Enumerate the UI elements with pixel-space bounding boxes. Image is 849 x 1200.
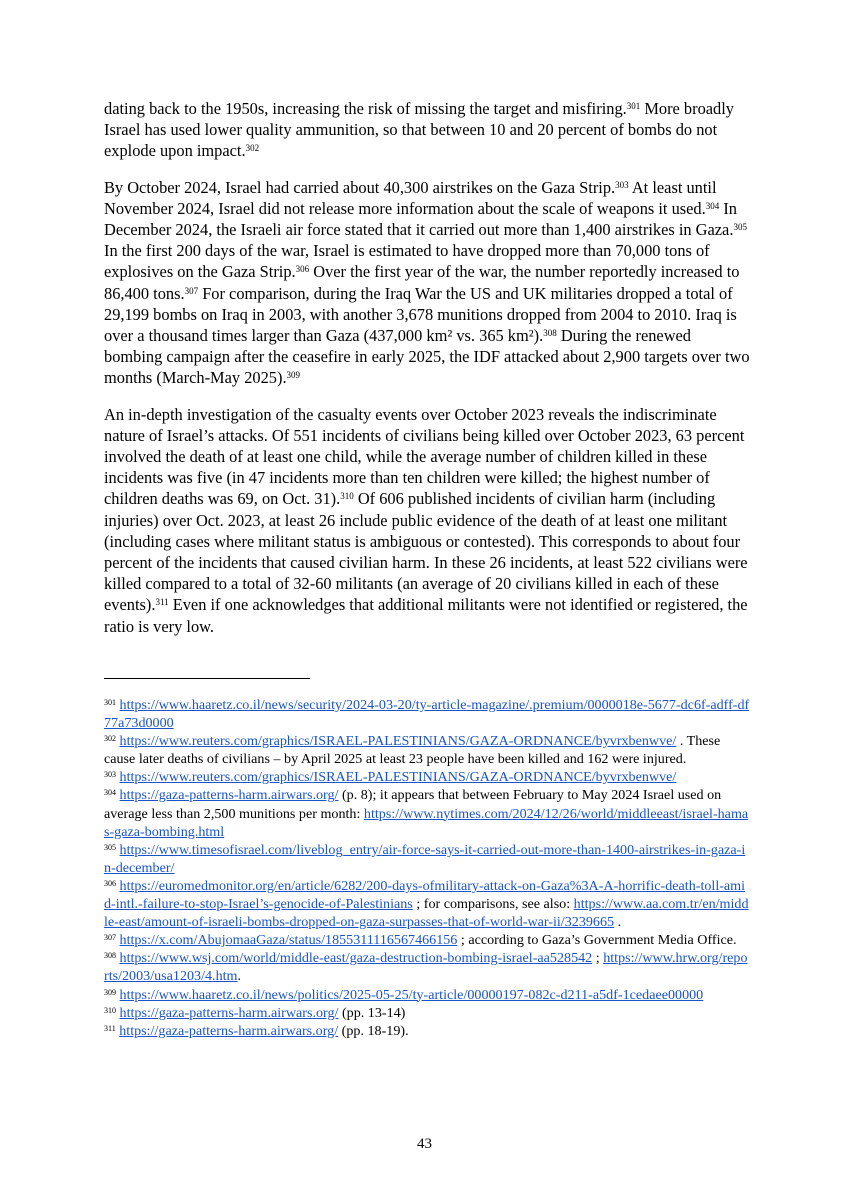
url-link[interactable]: https://www.aa.com.tr/en/middle-east/amount-of-israeli-bombs-dropped-on-gaza-surpasses-that-of-world-war-ii/3239665 — [104, 896, 749, 931]
text-run: ; according to Gaza’s Government Media Office. — [457, 932, 737, 949]
text-run: Over the first year of the war, the number reportedly increased to 86,400 tons. — [104, 262, 740, 303]
footnote-number: 301 — [104, 698, 116, 707]
text-run: For comparison, during the Iraq War the US and UK militaries dropped a total of 29,199 bombs on Iraq in 2003, with another 3,678 munitions dropped from 2004 to 2010. Iraq is over a thousand times larger than Gaza (437,000 km² vs. 365 km²). — [104, 283, 737, 346]
text-run: Of 606 published incidents of civilian harm (including injuries) over Oct. 2023, at least 26 include public evidence of the death of at least one militant (including cases where militant status is ambiguous or contested). This corresponds to about four percent of the incidents that caused civilian harm. In these 26 incidents, at least 522 civilians were killed compared to a total of 32-60 militants (an average of 20 civilians killed in each of these events). — [104, 489, 748, 615]
footnote — [104, 696, 752, 732]
footnote — [104, 732, 752, 768]
paragraph — [104, 404, 752, 637]
footnote-ref: 303 — [615, 179, 629, 190]
footnote — [104, 877, 752, 931]
url-link[interactable]: https://www.nytimes.com/2024/12/26/world/middleeast/israel-hamas-gaza-bombing.html — [104, 805, 749, 840]
text-run: ; for comparisons, see also: — [412, 896, 574, 913]
text-run: At least until November 2024, Israel did not release more information about the scale of weapons it used. — [104, 177, 717, 218]
url-link[interactable]: https://x.com/AbujomaaGaza/status/1855311116567466156 — [119, 932, 458, 949]
footnote-ref: 308 — [543, 328, 557, 339]
text-run: (pp. 18-19). — [338, 1022, 409, 1039]
text-run: dating back to the 1950s, increasing the risk of missing the target and misfiring. — [104, 99, 627, 118]
footnote — [104, 1004, 752, 1022]
url-link[interactable]: https://www.wsj.com/world/middle-east/gaza-destruction-bombing-israel-aa528542 — [119, 950, 593, 967]
footnote-ref: 304 — [705, 200, 720, 211]
url-link[interactable]: https://www.reuters.com/graphics/ISRAEL-PALESTINIANS/GAZA-ORDNANCE/byvrxbenwve/ — [119, 733, 677, 750]
text-run: . These cause later deaths of civilians – by April 2025 at least 23 people have been killed and 162 were injured. — [104, 733, 721, 768]
text-run: (pp. 13-14) — [338, 1004, 406, 1021]
footnote-number: 310 — [104, 1005, 116, 1015]
footnote-number: 307 — [104, 933, 116, 943]
footnote-ref: 306 — [295, 264, 310, 275]
footnote-ref: 309 — [286, 370, 301, 381]
text-run: In December 2024, the Israeli air force stated that it carried out more than 1,400 airstrikes in Gaza. — [104, 198, 737, 240]
text-run: (p. 8); it appears that between February to May 2024 Israel used on average less than 2,500 munitions per month: — [104, 787, 722, 822]
url-link[interactable]: https://www.haaretz.co.il/news/politics/2025-05-25/ty-article/00000197-082c-d211-a5df-1cedaee00000 — [119, 986, 704, 1003]
footnote-ref: 305 — [733, 222, 747, 233]
footnote — [104, 949, 752, 985]
text-run: . — [614, 914, 622, 931]
text-run: In the first 200 days of the war, Israel is estimated to have dropped more than 70,000 tons of explosives on the Gaza Strip. — [104, 241, 710, 282]
footnote-ref: 301 — [626, 101, 641, 111]
url-link[interactable]: https://www.hrw.org/reports/2003/usa1203/4.htm — [104, 950, 748, 985]
text-run: An in-depth investigation of the casualty events over October 2023 reveals the indiscriminate nature of Israel’s attacks. Of 551 incidents of civilians being killed over October 2023, 63 percent involved the death of at least one child, while the average number of children killed in these incidents was five (in 47 incidents more than ten children were killed; the highest number of children deaths was 69, on Oct. 31). — [104, 404, 745, 509]
text-run: . — [237, 968, 242, 985]
footnote-number: 305 — [104, 842, 116, 852]
text-run: ; — [592, 950, 604, 967]
url-link[interactable]: https://www.reuters.com/graphics/ISRAEL-PALESTINIANS/GAZA-ORDNANCE/byvrxbenwve/ — [119, 769, 677, 786]
footnote — [104, 768, 752, 786]
footnote-number: 309 — [104, 987, 116, 997]
footnote — [104, 986, 752, 1004]
footnote-number: 311 — [104, 1023, 116, 1033]
footnote-number: 302 — [104, 734, 116, 744]
footnote — [104, 841, 752, 877]
footnote-separator — [104, 678, 310, 679]
url-link[interactable]: https://gaza-patterns-harm.airwars.org/ — [119, 787, 339, 804]
footnote-ref: 310 — [340, 491, 354, 502]
footnote-ref: 311 — [155, 597, 169, 608]
footnote-ref: 307 — [184, 285, 199, 296]
text-run: Even if one acknowledges that additional militants were not identified or registered, the ratio is very low. — [104, 595, 748, 636]
url-link[interactable]: https://www.timesofisrael.com/liveblog_entry/air-force-says-it-carried-out-more-than-1400-airstrikes-in-gaza-in-december/ — [104, 841, 746, 876]
url-link[interactable]: https://gaza-patterns-harm.airwars.org/ — [119, 1022, 339, 1039]
footnote — [104, 786, 752, 840]
url-link[interactable]: https://www.haaretz.co.il/news/security/2024-03-20/ty-article-magazine/.premium/0000018e-5677-dc6f-adff-df77a73d0000 — [104, 697, 750, 732]
footnote — [104, 1022, 752, 1040]
text-run: By October 2024, Israel had carried about 40,300 airstrikes on the Gaza Strip. — [104, 177, 616, 197]
footnote-number: 308 — [104, 951, 116, 961]
footnotes — [104, 696, 752, 1040]
url-link[interactable]: https://euromedmonitor.org/en/article/6282/200-days-ofmilitary-attack-on-Gaza%3A-A-horrific-death-toll-amid-intl.-failure-to-stop-Israel’s-genocide-of-Palestinians — [104, 877, 746, 913]
url-link[interactable]: https://gaza-patterns-harm.airwars.org/ — [119, 1004, 339, 1021]
footnote — [104, 931, 752, 949]
footnote-ref: 302 — [245, 143, 260, 154]
paragraph — [104, 177, 752, 389]
paragraph — [104, 98, 752, 162]
footnote-number: 303 — [104, 770, 116, 780]
text-run: During the renewed bombing campaign after the ceasefire in early 2025, the IDF attacked about 2,900 targets over two months (March-May 2025). — [104, 326, 750, 388]
footnote-number: 306 — [104, 878, 116, 888]
footnote-number: 304 — [104, 788, 116, 798]
page-number: 43 — [417, 1136, 432, 1152]
text-run: More broadly Israel has used lower quality ammunition, so that between 10 and 20 percent of bombs do not explode upon impact. — [104, 99, 735, 161]
body-text — [104, 98, 752, 652]
